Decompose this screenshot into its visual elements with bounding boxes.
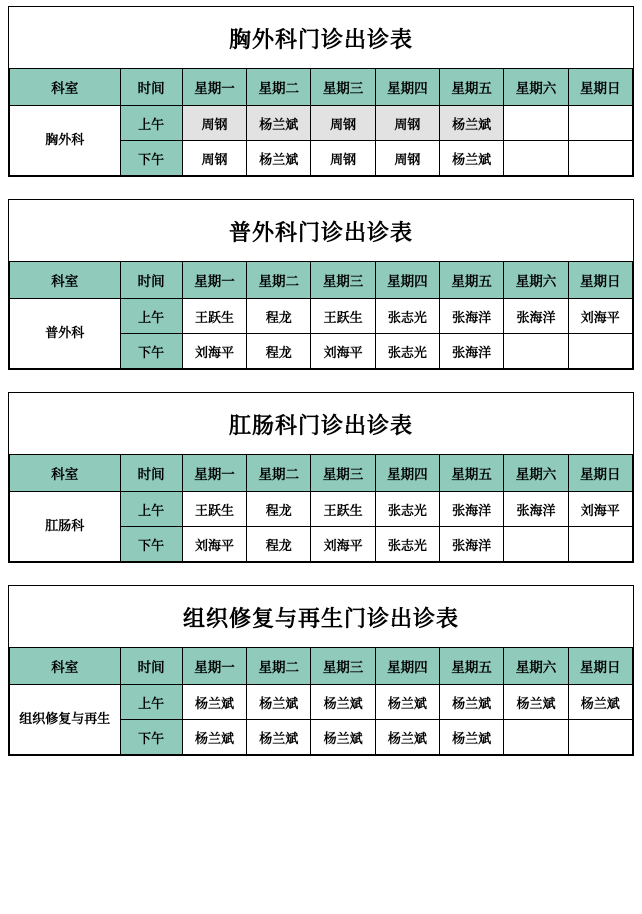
doctor-cell: 王跃生 [311, 299, 375, 334]
doctor-cell: 杨兰斌 [182, 685, 246, 720]
doctor-cell: 张海洋 [504, 492, 568, 527]
period-label: 上午 [120, 685, 182, 720]
doctor-cell: 张海洋 [440, 299, 504, 334]
doctor-cell: 刘海平 [182, 334, 246, 369]
doctor-cell: 张海洋 [440, 334, 504, 369]
column-header: 科室 [10, 455, 121, 492]
column-header: 星期四 [375, 69, 439, 106]
doctor-cell [504, 527, 568, 562]
department-name: 普外科 [10, 299, 121, 369]
schedule-blocks-container [8, 6, 634, 756]
doctor-cell: 张海洋 [504, 299, 568, 334]
doctor-cell: 杨兰斌 [182, 720, 246, 755]
table-header-row [10, 69, 633, 106]
doctor-cell: 张志光 [375, 299, 439, 334]
column-header: 科室 [10, 69, 121, 106]
column-header: 星期三 [311, 69, 375, 106]
table-header-row [10, 262, 633, 299]
column-header: 星期二 [247, 69, 311, 106]
column-header: 星期二 [247, 455, 311, 492]
doctor-cell: 周钢 [311, 106, 375, 141]
column-header: 星期一 [182, 455, 246, 492]
period-label: 下午 [120, 141, 182, 176]
schedule-title: 胸外科门诊出诊表 [228, 27, 413, 53]
department-name: 组织修复与再生 [10, 685, 121, 755]
doctor-cell: 程龙 [247, 334, 311, 369]
doctor-cell: 周钢 [375, 141, 439, 176]
column-header: 时间 [120, 262, 182, 299]
table-header-row [10, 648, 633, 685]
department-name: 胸外科 [10, 106, 121, 176]
column-header: 星期日 [568, 262, 632, 299]
doctor-cell: 程龙 [247, 527, 311, 562]
column-header: 星期三 [311, 648, 375, 685]
period-label: 下午 [120, 527, 182, 562]
schedule-table [9, 261, 633, 369]
column-header: 时间 [120, 648, 182, 685]
column-header: 星期日 [568, 648, 632, 685]
schedule-title: 肛肠科门诊出诊表 [228, 413, 413, 439]
column-header: 星期二 [247, 648, 311, 685]
schedule-title: 组织修复与再生门诊出诊表 [182, 606, 459, 632]
table-row [10, 492, 633, 527]
column-header: 科室 [10, 648, 121, 685]
doctor-cell: 杨兰斌 [440, 106, 504, 141]
doctor-cell: 杨兰斌 [440, 685, 504, 720]
doctor-cell: 杨兰斌 [311, 720, 375, 755]
doctor-cell: 刘海平 [311, 334, 375, 369]
doctor-cell: 王跃生 [182, 299, 246, 334]
doctor-cell: 刘海平 [182, 527, 246, 562]
doctor-cell [568, 334, 632, 369]
column-header: 星期六 [504, 69, 568, 106]
column-header: 星期五 [440, 648, 504, 685]
doctor-cell: 程龙 [247, 492, 311, 527]
column-header: 星期三 [311, 262, 375, 299]
doctor-cell [568, 141, 632, 176]
column-header: 星期五 [440, 455, 504, 492]
doctor-cell: 张志光 [375, 527, 439, 562]
doctor-cell: 杨兰斌 [440, 141, 504, 176]
doctor-cell: 杨兰斌 [247, 685, 311, 720]
doctor-cell: 王跃生 [311, 492, 375, 527]
column-header: 星期二 [247, 262, 311, 299]
column-header: 星期六 [504, 262, 568, 299]
doctor-cell: 杨兰斌 [375, 685, 439, 720]
doctor-cell: 程龙 [247, 299, 311, 334]
table-row [10, 685, 633, 720]
period-label: 下午 [120, 334, 182, 369]
column-header: 星期五 [440, 69, 504, 106]
column-header: 星期五 [440, 262, 504, 299]
doctor-cell: 杨兰斌 [311, 685, 375, 720]
doctor-cell: 杨兰斌 [440, 720, 504, 755]
doctor-cell: 张志光 [375, 334, 439, 369]
doctor-cell: 张海洋 [440, 527, 504, 562]
column-header: 星期四 [375, 648, 439, 685]
column-header: 星期四 [375, 455, 439, 492]
doctor-cell [504, 334, 568, 369]
schedule-block [8, 199, 634, 370]
column-header: 星期四 [375, 262, 439, 299]
doctor-cell: 刘海平 [568, 299, 632, 334]
doctor-cell: 杨兰斌 [247, 141, 311, 176]
schedule-title: 普外科门诊出诊表 [228, 220, 413, 246]
doctor-cell: 周钢 [182, 106, 246, 141]
doctor-cell [568, 720, 632, 755]
column-header: 星期六 [504, 455, 568, 492]
schedule-block [8, 6, 634, 177]
doctor-cell: 杨兰斌 [247, 720, 311, 755]
doctor-cell: 杨兰斌 [247, 106, 311, 141]
period-label: 下午 [120, 720, 182, 755]
doctor-cell [568, 527, 632, 562]
doctor-cell: 刘海平 [568, 492, 632, 527]
column-header: 星期一 [182, 648, 246, 685]
doctor-cell: 刘海平 [311, 527, 375, 562]
column-header: 星期一 [182, 262, 246, 299]
doctor-cell: 周钢 [182, 141, 246, 176]
column-header: 星期日 [568, 69, 632, 106]
column-header: 星期六 [504, 648, 568, 685]
column-header: 时间 [120, 455, 182, 492]
doctor-cell [504, 106, 568, 141]
period-label: 上午 [120, 299, 182, 334]
doctor-cell: 杨兰斌 [568, 685, 632, 720]
department-name: 肛肠科 [10, 492, 121, 562]
schedule-table [9, 647, 633, 755]
doctor-cell [504, 720, 568, 755]
column-header: 时间 [120, 69, 182, 106]
column-header: 星期三 [311, 455, 375, 492]
schedule-block [8, 585, 634, 756]
schedule-block [8, 392, 634, 563]
table-row [10, 106, 633, 141]
doctor-cell [568, 106, 632, 141]
doctor-cell: 周钢 [375, 106, 439, 141]
table-row [10, 299, 633, 334]
column-header: 科室 [10, 262, 121, 299]
doctor-cell: 王跃生 [182, 492, 246, 527]
table-header-row [10, 455, 633, 492]
doctor-cell: 周钢 [311, 141, 375, 176]
doctor-cell [504, 141, 568, 176]
schedule-table [9, 454, 633, 562]
doctor-cell: 张海洋 [440, 492, 504, 527]
column-header: 星期一 [182, 69, 246, 106]
schedule-table [9, 68, 633, 176]
period-label: 上午 [120, 106, 182, 141]
doctor-cell: 张志光 [375, 492, 439, 527]
column-header: 星期日 [568, 455, 632, 492]
doctor-cell: 杨兰斌 [504, 685, 568, 720]
period-label: 上午 [120, 492, 182, 527]
doctor-cell: 杨兰斌 [375, 720, 439, 755]
